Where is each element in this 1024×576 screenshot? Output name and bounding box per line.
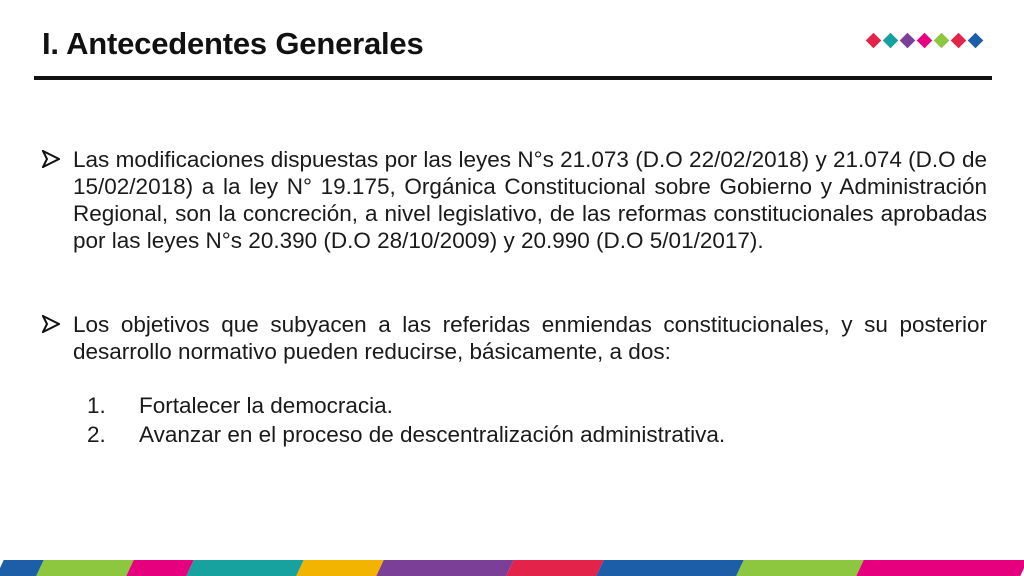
diamond-6	[951, 33, 967, 49]
diamond-1	[866, 33, 882, 49]
diamond-3	[900, 33, 916, 49]
list-number: 2.	[87, 422, 106, 447]
footer-stripe	[506, 560, 603, 576]
diamond-4	[917, 33, 933, 49]
diamond-7	[968, 33, 984, 49]
list-item-text: Avanzar en el proceso de descentralización administrativa.	[139, 422, 726, 447]
title-underline	[34, 76, 992, 80]
diamond-5	[934, 33, 950, 49]
arrow-bullet-icon	[42, 150, 60, 168]
list-number: 1.	[87, 393, 106, 418]
footer-stripe	[296, 560, 383, 576]
bullet-text-1: Las modificaciones dispuestas por las leyes N°s 21.073 (D.O 22/02/2018) y 21.074 (D.O de 15/02/2018) a la ley N° 19.175, Orgánica Constitucional sobre Gobierno y Administración Regional, son la concreción, a nivel legislativo, de las reformas constitucionales aprobadas por las leyes N°s 20.390 (D.O 28/10/2009) y 20.990 (D.O 5/01/2017).	[73, 147, 987, 253]
arrow-bullet-icon	[42, 315, 60, 333]
footer-stripe	[36, 560, 133, 576]
bullet-item-2	[42, 311, 987, 365]
bullet-item-1	[42, 146, 987, 254]
list-item	[87, 391, 725, 420]
diamond-2	[883, 33, 899, 49]
footer-stripe	[596, 560, 743, 576]
footer-color-band	[0, 560, 1024, 576]
bullet-text-2: Los objetivos que subyacen a las referidas enmiendas constitucionales, y su posterior desarrollo normativo pueden reducirse, básicamente, a dos:	[73, 312, 987, 364]
numbered-list	[87, 391, 725, 449]
footer-stripe	[376, 560, 513, 576]
list-item-text: Fortalecer la democracia.	[139, 393, 393, 418]
slide-title: I. Antecedentes Generales	[42, 26, 424, 61]
footer-stripe	[856, 560, 1024, 576]
list-item	[87, 420, 725, 449]
logo-diamonds	[866, 32, 996, 50]
footer-stripe	[736, 560, 863, 576]
footer-stripe	[126, 560, 193, 576]
footer-stripe	[186, 560, 303, 576]
